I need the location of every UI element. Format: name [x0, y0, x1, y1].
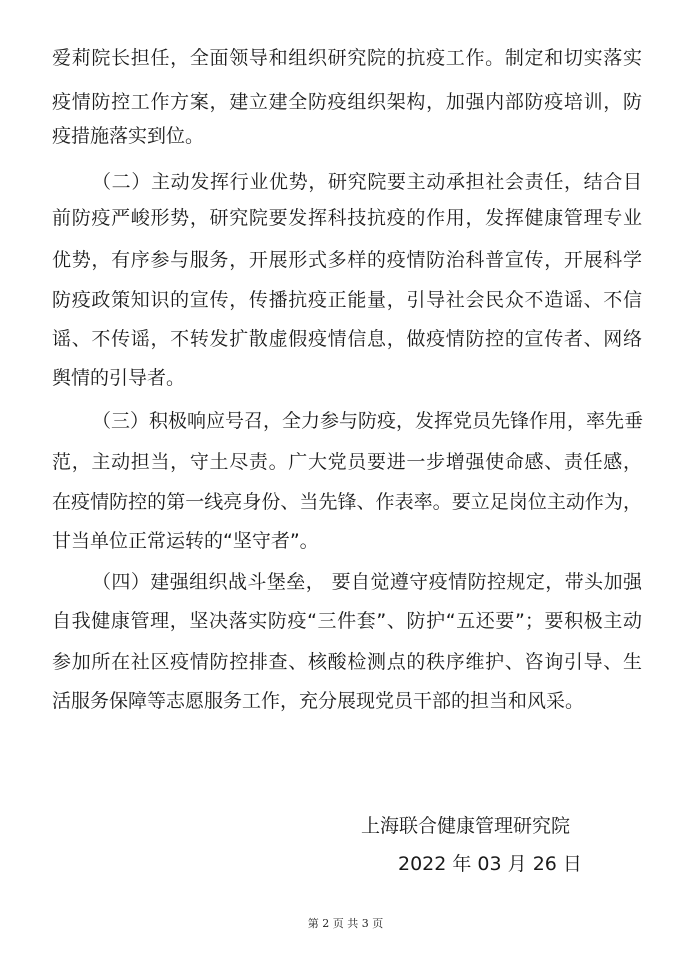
paragraph-line: 在疫情防控的第一线亮身份、当先锋、作表率。要立足岗位主动作为， [52, 491, 642, 513]
paragraph-line: 前防疫严峻形势，研究院要发挥科技抗疫的作用，发挥健康管理专业 [52, 207, 642, 229]
paragraph-line: 甘当单位正常运转的“坚守者”。 [52, 530, 319, 552]
paragraph-line: （三）积极响应号召，全力参与防疫，发挥党员先锋作用，率先垂 [92, 410, 644, 432]
paragraph-line: 爱莉院长担任，全面领导和组织研究院的抗疫工作。制定和切实落实 [52, 47, 642, 69]
paragraph-line: 舆情的引导者。 [52, 367, 186, 389]
paragraph-line: 防疫政策知识的宣传，传播抗疫正能量，引导社会民众不造谣、不信 [52, 289, 642, 311]
paragraph-line: 参加所在社区疫情防控排查、核酸检测点的秩序维护、咨询引导、生 [52, 651, 642, 673]
signature-date: 2022 年 03 月 26 日 [398, 853, 582, 875]
paragraph-line: （四）建强组织战斗堡垒， 要自觉遵守疫情防控规定，带头加强 [92, 571, 642, 593]
paragraph-line: 范，主动担当，守土尽责。广大党员要进一步增强使命感、责任感， [52, 451, 642, 473]
paragraph-line: 谣、不传谣，不转发扩散虚假疫情信息，做疫情防控的宣传者、网络 [52, 328, 642, 350]
paragraph-line: 疫情防控工作方案，建立建全防疫组织架构，加强内部防疫培训，防 [52, 91, 642, 113]
paragraph-line: 活服务保障等志愿服务工作，充分展现党员干部的担当和风采。 [52, 690, 585, 712]
paragraph-line: 优势，有序参与服务，开展形式多样的疫情防治科普宣传，开展科学 [52, 249, 642, 271]
page-number: 第 2 页 共 3 页 [307, 917, 384, 930]
signature-organization: 上海联合健康管理研究院 [361, 815, 571, 837]
paragraph-line: 疫措施落实到位。 [52, 125, 205, 147]
paragraph-line: 自我健康管理，坚决落实防疫“三件套”、防护“五还要”；要积极主动 [52, 610, 642, 632]
paragraph-line: （二）主动发挥行业优势，研究院要主动承担社会责任，结合目 [92, 171, 642, 193]
